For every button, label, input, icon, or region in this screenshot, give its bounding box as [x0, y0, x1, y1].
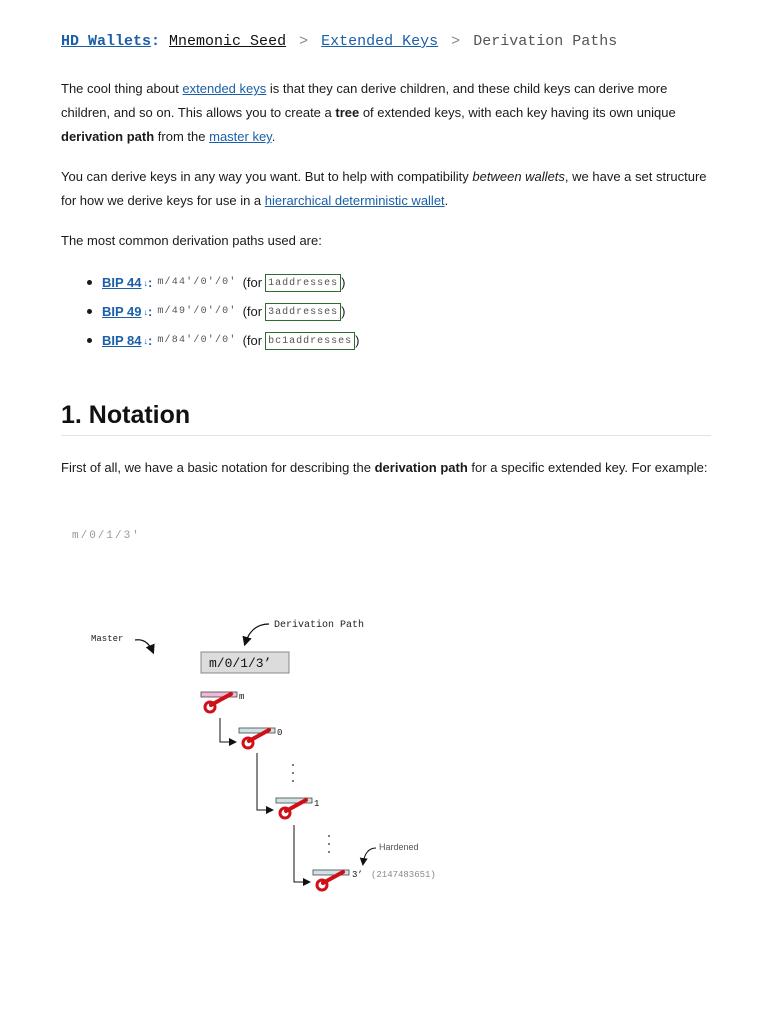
master-key-link[interactable]: master key: [209, 129, 272, 144]
derivation-arrow: [245, 624, 269, 644]
derivation-path-list: [61, 268, 359, 355]
colon: :: [148, 275, 153, 290]
path-box-text: m/0/1/3’: [209, 656, 272, 671]
example-path-code: m/0/1/3': [72, 530, 141, 542]
breadcrumb-mnemonic-seed[interactable]: Mnemonic Seed: [169, 33, 287, 50]
address-type-code: 1addresses: [265, 274, 341, 292]
list-item: [61, 268, 359, 297]
key-3-label: 3’: [352, 870, 363, 880]
path-code: m/84'/0'/0': [157, 335, 237, 346]
section-heading-notation: 1. Notation: [61, 401, 711, 436]
connector: [294, 825, 309, 882]
breadcrumb-colon: :: [151, 33, 161, 50]
for-text: (for: [242, 304, 263, 319]
bold-tree: tree: [335, 105, 360, 120]
master-key-icon: [201, 692, 237, 712]
bold-derivation-path: derivation path: [61, 129, 155, 144]
breadcrumb-separator: >: [451, 33, 461, 50]
path-code: m/44'/0'/0': [157, 277, 237, 288]
list-item: [61, 326, 359, 355]
for-text: (for: [242, 333, 263, 348]
extended-keys-link[interactable]: extended keys: [182, 81, 267, 96]
close-paren: ): [341, 304, 346, 319]
text: , we have a set structure for how we derive keys for use in a: [61, 169, 707, 208]
bip84-link[interactable]: BIP 84: [102, 333, 142, 348]
connector: [257, 753, 272, 810]
bullet: [87, 338, 92, 343]
breadcrumb-current: Derivation Paths: [473, 33, 618, 50]
hardened-index: (2147483651): [371, 870, 436, 880]
address-type-code: bc1addresses: [265, 332, 355, 350]
italic-between-wallets: between wallets: [472, 169, 565, 184]
key-1-label: 1: [314, 799, 320, 809]
hardened-arrow: [363, 848, 376, 864]
intro-paragraph-1: [61, 77, 711, 149]
text: for a specific extended key. For example:: [467, 460, 708, 475]
colon: :: [148, 304, 153, 319]
colon: :: [148, 333, 153, 348]
text: .: [271, 129, 276, 144]
path-code: m/49'/0'/0': [157, 306, 237, 317]
text: The cool thing about: [61, 81, 183, 96]
text: .: [444, 193, 449, 208]
master-label: Master: [91, 634, 124, 644]
child-key-0-icon: [239, 728, 275, 748]
bold-derivation-path: derivation path: [374, 460, 468, 475]
hardened-label: Hardened: [379, 842, 419, 852]
download-arrow-icon: ↓: [143, 277, 149, 288]
close-paren: ): [355, 333, 360, 348]
address-type-code: 3addresses: [265, 303, 341, 321]
key-m-label: m: [239, 692, 245, 702]
list-item: [61, 297, 359, 326]
close-paren: ): [341, 275, 346, 290]
key-0-label: 0: [277, 728, 283, 738]
child-key-1-icon: [276, 798, 312, 818]
text: from the: [154, 129, 210, 144]
bullet: [87, 280, 92, 285]
text: is that they can derive children, and these child keys can derive more children, and so on. This allows you to create a: [61, 81, 668, 120]
bip49-link[interactable]: BIP 49: [102, 304, 142, 319]
derivation-path-diagram: [89, 610, 436, 900]
breadcrumb-extended-keys[interactable]: Extended Keys: [321, 33, 439, 50]
hd-wallet-link[interactable]: hierarchical deterministic wallet: [264, 193, 445, 208]
breadcrumb-separator: >: [299, 33, 309, 50]
text: of extended keys, with each key having its own unique: [359, 105, 676, 120]
intro-paragraph-3: The most common derivation paths used are:: [61, 233, 322, 248]
download-arrow-icon: ↓: [143, 306, 149, 317]
bullet: [87, 309, 92, 314]
bip44-link[interactable]: BIP 44: [102, 275, 142, 290]
intro-paragraph-2: [61, 165, 711, 213]
text: First of all, we have a basic notation for describing the: [61, 460, 375, 475]
download-arrow-icon: ↓: [143, 335, 149, 346]
connector: [220, 718, 235, 742]
for-text: (for: [242, 275, 263, 290]
derivation-path-label: Derivation Path: [274, 620, 365, 631]
child-key-3-hardened-icon: [313, 870, 349, 890]
master-arrow: [135, 640, 153, 652]
notation-paragraph: [61, 456, 711, 480]
breadcrumb: [61, 33, 617, 50]
text: You can derive keys in any way you want. But to help with compatibility: [61, 169, 473, 184]
breadcrumb-hd-wallets[interactable]: HD Wallets: [61, 33, 152, 50]
